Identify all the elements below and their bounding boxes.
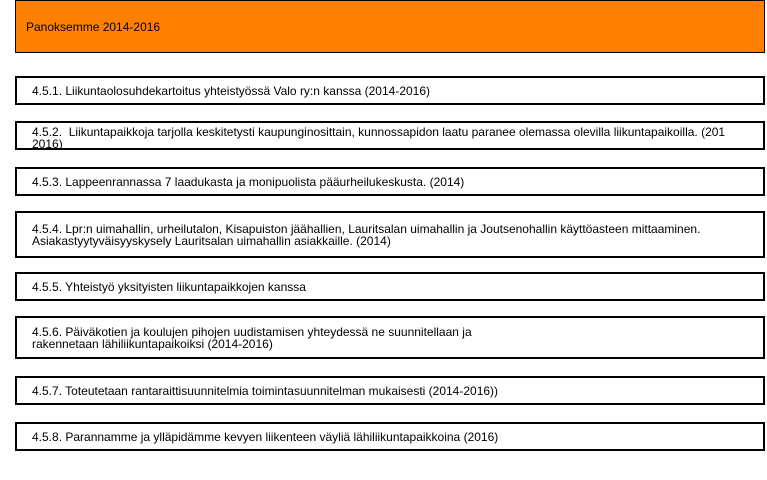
item-text: 4.5.4. Lpr:n uimahallin, urheilutalon, Kisapuiston jäähallien, Lauritsalan uimahallin ja Joutsenohallin käyttöasteen mittaaminen. Asiakastyytyväisyyskysely Lauritsalan uimahallin asiakkaille. (2014) (32, 221, 701, 248)
item-text: 4.5.2. Liikuntapaikkoja tarjolla keskitetysti kaupunginosittain, kunnossapidon laatu paranee olemassa olevilla liikuntapaikoilla. (201 2016) (32, 125, 726, 150)
item-text: 4.5.5. Yhteistyö yksityisten liikuntapaikkojen kanssa (32, 279, 306, 294)
header-box (15, 0, 765, 53)
item-box-4-5-3 (15, 167, 765, 196)
item-box-4-5-6 (15, 316, 765, 359)
item-text: 4.5.7. Toteutetaan rantaraittisuunnitelmia toimintasuunnitelman mukaisesti (2014-2016)) (32, 383, 499, 398)
item-box-4-5-2 (15, 121, 765, 150)
item-text: 4.5.6. Päiväkotien ja koulujen pihojen uudistamisen yhteydessä ne suunnitellaan ja rakennetaan lähiliikuntapaikoiksi (2014-2016) (32, 324, 472, 351)
item-box-4-5-8 (15, 422, 765, 451)
item-text: 4.5.3. Lappeenrannassa 7 laadukasta ja monipuolista pääurheilukeskusta. (2014) (32, 174, 465, 189)
item-box-4-5-4 (15, 211, 765, 258)
item-box-4-5-7 (15, 376, 765, 405)
header-title: Panoksemme 2014-2016 (26, 19, 161, 34)
item-box-4-5-5 (15, 272, 765, 301)
item-text: 4.5.1. Liikuntaolosuhdekartoitus yhteistyössä Valo ry:n kanssa (2014-2016) (32, 83, 431, 98)
item-text: 4.5.8. Parannamme ja ylläpidämme kevyen liikenteen väyliä lähiliikuntapaikkoina (2016) (32, 429, 499, 444)
item-box-4-5-1 (15, 76, 765, 105)
